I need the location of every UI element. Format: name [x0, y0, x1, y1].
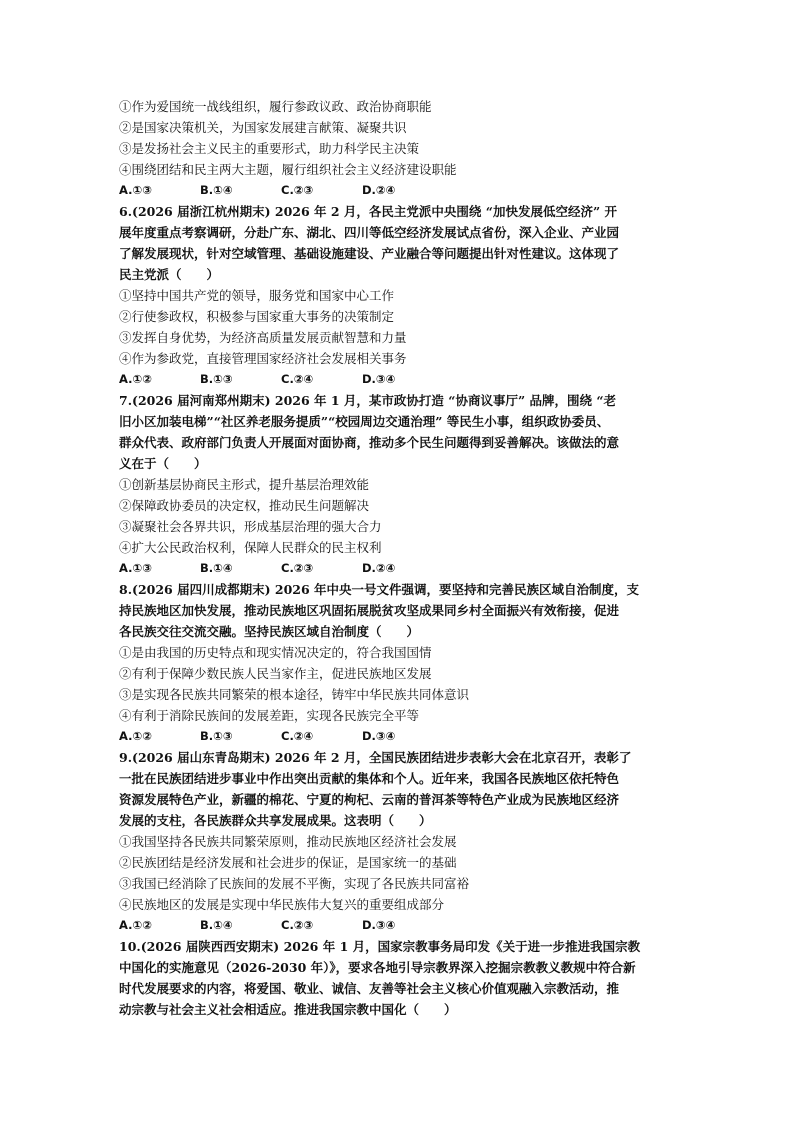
- question-list: [119, 96, 679, 1020]
- question-8: [119, 579, 679, 747]
- answer-options: [119, 369, 679, 390]
- question-stem-line: 义在于（ ）: [119, 456, 207, 471]
- option-c[interactable]: C.②④: [281, 372, 314, 386]
- statement-item: ①是由我国的历史特点和现实情况决定的，符合我国国情: [119, 645, 432, 660]
- answer-options: [119, 726, 679, 747]
- statement-item: ①创新基层协商民主形式，提升基层治理效能: [119, 477, 370, 492]
- option-a[interactable]: A.①②: [119, 372, 152, 386]
- option-d[interactable]: D.③④: [362, 372, 396, 386]
- question-stem-line: 动宗教与社会主义社会相适应。推进我国宗教中国化（ ）: [119, 1002, 457, 1017]
- option-b[interactable]: B.①④: [200, 918, 233, 932]
- question-6: [119, 201, 679, 390]
- option-a[interactable]: A.①③: [119, 183, 152, 197]
- answer-options: [119, 558, 679, 579]
- statement-item: ①坚持中国共产党的领导，服务党和国家中心工作: [119, 288, 395, 303]
- answer-options: [119, 180, 679, 201]
- option-d[interactable]: D.②④: [362, 561, 396, 575]
- option-b[interactable]: B.①④: [200, 183, 233, 197]
- statement-item: ③是发扬社会主义民主的重要形式，助力科学民主决策: [119, 141, 420, 156]
- option-c[interactable]: C.②③: [281, 183, 314, 197]
- statement-item: ②行使参政权，积极参与国家重大事务的决策制定: [119, 309, 395, 324]
- statement-item: ④民族地区的发展是实现中华民族伟大复兴的重要组成部分: [119, 897, 445, 912]
- statement-item: ④围绕团结和民主两大主题，履行组织社会主义经济建设职能: [119, 162, 457, 177]
- statement-item: ②是国家决策机关，为国家发展建言献策、凝聚共识: [119, 120, 407, 135]
- question-stem-line: 中国化的实施意见（2026-2030 年）》，要求各地引导宗教界深入挖掘宗教教义教规中符合新: [119, 960, 636, 975]
- question-10: [119, 936, 679, 1020]
- option-d[interactable]: D.③④: [362, 729, 396, 743]
- statement-item: ④有利于消除民族间的发展差距，实现各民族完全平等: [119, 708, 420, 723]
- statement-item: ③凝聚社会各界共识，形成基层治理的强大合力: [119, 519, 382, 534]
- question-stem-line: 群众代表、政府部门负责人开展面对面协商，推动多个民生问题得到妥善解决。该做法的意: [119, 435, 620, 450]
- statement-item: ②民族团结是经济发展和社会进步的保证，是国家统一的基础: [119, 855, 457, 870]
- question-stem-line: 8.(2026 届四川成都期末) 2026 年中央一号文件强调，要坚持和完善民族区域自治制度，支: [119, 582, 640, 597]
- statement-item: ②有利于保障少数民族人民当家作主，促进民族地区发展: [119, 666, 432, 681]
- statement-item: ③是实现各民族共同繁荣的根本途径，铸牢中华民族共同体意识: [119, 687, 470, 702]
- question-stem-line: 一批在民族团结进步事业中作出突出贡献的集体和个人。近年来，我国各民族地区依托特色: [119, 771, 620, 786]
- question-7: [119, 390, 679, 579]
- option-c[interactable]: C.②④: [281, 729, 314, 743]
- statement-item: ③发挥自身优势，为经济高质量发展贡献智慧和力量: [119, 330, 407, 345]
- option-d[interactable]: D.③④: [362, 918, 396, 932]
- statement-item: ④扩大公民政治权利，保障人民群众的民主权利: [119, 540, 382, 555]
- question-stem-line: 资源发展特色产业，新疆的棉花、宁夏的枸杞、云南的普洱茶等特色产业成为民族地区经济: [119, 792, 620, 807]
- question-stem-line: 各民族交往交流交融。坚持民族区域自治制度（ ）: [119, 624, 420, 639]
- question-stem-line: 发展的支柱，各民族群众共享发展成果。这表明（ ）: [119, 813, 432, 828]
- statement-item: ②保障政协委员的决定权，推动民生问题解决: [119, 498, 370, 513]
- question-stem-line: 民主党派（ ）: [119, 267, 220, 282]
- option-d[interactable]: D.②④: [362, 183, 396, 197]
- option-a[interactable]: A.①③: [119, 561, 152, 575]
- question-stem-line: 6.(2026 届浙江杭州期末) 2026 年 2 月，各民主党派中央围绕 “加快发展低空经济” 开: [119, 204, 617, 219]
- question-stem-line: 展年度重点考察调研，分赴广东、湖北、四川等低空经济发展试点省份，深入企业、产业园: [119, 225, 620, 240]
- option-c[interactable]: C.②③: [281, 561, 314, 575]
- statement-item: ①作为爱国统一战线组织，履行参政议政、政治协商职能: [119, 99, 432, 114]
- answer-options: [119, 915, 679, 936]
- option-b[interactable]: B.①③: [200, 729, 233, 743]
- statement-item: ①我国坚持各民族共同繁荣原则，推动民族地区经济社会发展: [119, 834, 457, 849]
- question-stem-line: 时代发展要求的内容，将爱国、敬业、诚信、友善等社会主义核心价值观融入宗教活动，推: [119, 981, 620, 996]
- question-stem-line: 旧小区加装电梯”“社区养老服务提质”“校园周边交通治理” 等民生小事，组织政协委员、: [119, 414, 610, 429]
- option-b[interactable]: B.①④: [200, 561, 233, 575]
- question-stem-line: 9.(2026 届山东青岛期末) 2026 年 2 月，全国民族团结进步表彰大会在北京召开，表彰了: [119, 750, 632, 765]
- option-b[interactable]: B.①③: [200, 372, 233, 386]
- question-9: [119, 747, 679, 936]
- question-stem-line: 10.(2026 届陕西西安期末) 2026 年 1 月，国家宗教事务局印发《关于进一步推进我国宗教: [119, 939, 641, 954]
- statement-item: ③我国已经消除了民族间的发展不平衡，实现了各民族共同富裕: [119, 876, 470, 891]
- question-stem-line: 了解发展现状，针对空域管理、基础设施建设、产业融合等问题提出针对性建议。这体现了: [119, 246, 620, 261]
- question-stem-line: 7.(2026 届河南郑州期末) 2026 年 1 月，某市政协打造 “协商议事厅” 品牌，围绕 “老: [119, 393, 617, 408]
- statement-item: ④作为参政党，直接管理国家经济社会发展相关事务: [119, 351, 407, 366]
- option-c[interactable]: C.②③: [281, 918, 314, 932]
- question-5-tail: [119, 96, 679, 201]
- option-a[interactable]: A.①②: [119, 729, 152, 743]
- option-a[interactable]: A.①②: [119, 918, 152, 932]
- question-stem-line: 持民族地区加快发展，推动民族地区巩固拓展脱贫攻坚成果同乡村全面振兴有效衔接，促进: [119, 603, 620, 618]
